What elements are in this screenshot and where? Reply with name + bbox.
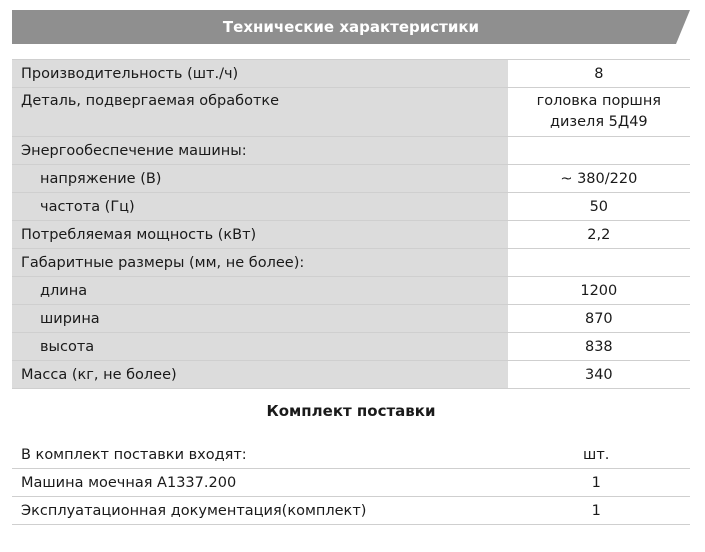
table-row (12, 60, 690, 88)
spec-group-label: Энергообеспечение машины: (12, 137, 508, 165)
table-row (12, 497, 690, 525)
table-row (12, 249, 690, 277)
spec-label: высота (12, 333, 508, 361)
spec-label: частота (Гц) (12, 193, 508, 221)
spec-value: 8 (508, 60, 690, 88)
spec-label: напряжение (В) (12, 165, 508, 193)
delivery-label: В комплект поставки входят: (12, 441, 502, 469)
spec-value: 340 (508, 361, 690, 389)
spec-value: 2,2 (508, 221, 690, 249)
spec-label: Масса (кг, не более) (12, 361, 508, 389)
table-row (12, 88, 690, 137)
spec-value-line: головка поршня (536, 93, 662, 109)
delivery-value: шт. (502, 441, 690, 469)
table-row (12, 469, 690, 497)
delivery-value: 1 (502, 497, 690, 525)
specs-table (12, 59, 690, 389)
delivery-table (12, 441, 690, 525)
table-row (12, 277, 690, 305)
spec-value: 1200 (508, 277, 690, 305)
page-title: Технические характеристики (222, 18, 480, 36)
section-title: Комплект поставки (266, 402, 436, 420)
spec-value: 838 (508, 333, 690, 361)
table-row (12, 441, 690, 469)
spec-value: 870 (508, 305, 690, 333)
table-row (12, 333, 690, 361)
spec-label: Производительность (шт./ч) (12, 60, 508, 88)
spec-value: ~ 380/220 (508, 165, 690, 193)
delivery-value: 1 (502, 469, 690, 497)
spec-value-line: дизеля 5Д49 (549, 114, 648, 130)
table-row (12, 193, 690, 221)
spec-label: Деталь, подвергаемая обработке (12, 88, 508, 137)
table-row (12, 221, 690, 249)
delivery-label: Машина моечная А1337.200 (12, 469, 502, 497)
spec-label: длина (12, 277, 508, 305)
spec-label: Потребляемая мощность (кВт) (12, 221, 508, 249)
table-row (12, 165, 690, 193)
table-row (12, 137, 690, 165)
table-row (12, 361, 690, 389)
delivery-label: Эксплуатационная документация(комплект) (12, 497, 502, 525)
spec-label: ширина (12, 305, 508, 333)
table-row (12, 305, 690, 333)
spec-value: 50 (508, 193, 690, 221)
spec-group-label: Габаритные размеры (мм, не более): (12, 249, 508, 277)
spec-value (508, 88, 690, 137)
spec-value (508, 137, 690, 165)
spec-value (508, 249, 690, 277)
